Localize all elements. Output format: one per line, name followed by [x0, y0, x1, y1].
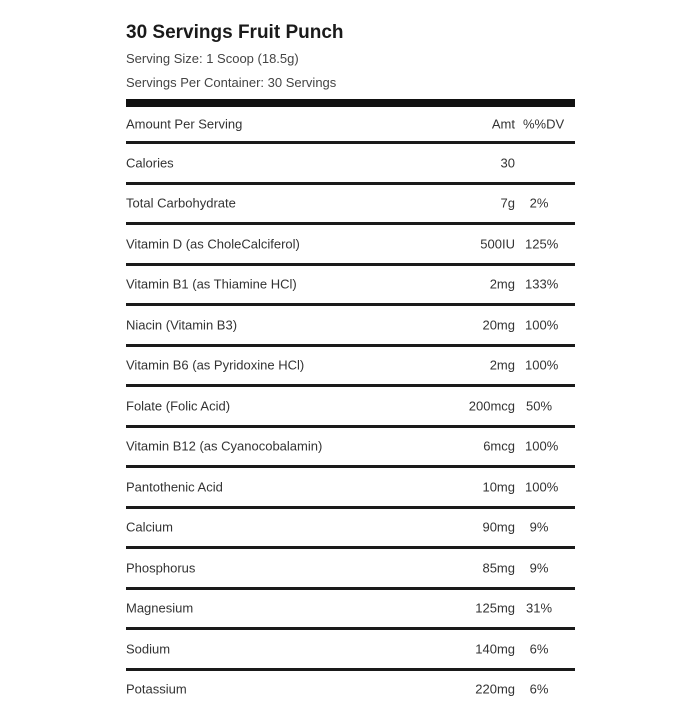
header-amount-per-serving: Amount Per Serving — [126, 117, 242, 132]
nutrient-daily-value: 100% — [525, 439, 553, 454]
serving-size: Serving Size: 1 Scoop (18.5g) — [126, 47, 575, 71]
nutrient-daily-value: 2% — [525, 196, 553, 211]
nutrient-amount: 30 — [501, 155, 515, 170]
nutrient-amount: 2mg — [490, 277, 515, 292]
nutrient-daily-value: 100% — [525, 479, 553, 494]
nutrient-daily-value: 125% — [525, 236, 553, 251]
nutrient-daily-value: 100% — [525, 317, 553, 332]
thick-divider — [126, 99, 575, 107]
nutrient-daily-value: 100% — [525, 358, 553, 373]
nutrient-name: Pantothenic Acid — [126, 479, 223, 494]
table-row — [126, 590, 575, 631]
nutrient-name: Magnesium — [126, 601, 193, 616]
table-row — [126, 549, 575, 590]
nutrient-name: Potassium — [126, 682, 187, 697]
table-row — [126, 225, 575, 266]
nutrient-amount: 6mcg — [483, 439, 515, 454]
nutrient-amount: 200mcg — [469, 398, 515, 413]
nutrient-amount: 10mg — [482, 479, 515, 494]
table-row — [126, 468, 575, 509]
nutrient-amount: 2mg — [490, 358, 515, 373]
nutrient-name: Sodium — [126, 641, 170, 656]
nutrient-daily-value: 9% — [525, 520, 553, 535]
nutrient-name: Vitamin B6 (as Pyridoxine HCl) — [126, 358, 304, 373]
header-dv: %%DV — [523, 117, 567, 132]
nutrient-daily-value: 31% — [525, 601, 553, 616]
table-row — [126, 630, 575, 671]
nutrient-daily-value: 9% — [525, 560, 553, 575]
table-row — [126, 428, 575, 469]
nutrient-name: Total Carbohydrate — [126, 196, 236, 211]
table-row — [126, 266, 575, 307]
nutrient-name: Calcium — [126, 520, 173, 535]
nutrient-daily-value: 6% — [525, 641, 553, 656]
table-row — [126, 185, 575, 226]
nutrient-amount: 7g — [501, 196, 515, 211]
product-title: 30 Servings Fruit Punch — [126, 20, 575, 46]
nutrient-name: Vitamin B1 (as Thiamine HCl) — [126, 277, 297, 292]
nutrient-amount: 125mg — [475, 601, 515, 616]
servings-per-container: Servings Per Container: 30 Servings — [126, 71, 575, 95]
nutrient-name: Niacin (Vitamin B3) — [126, 317, 237, 332]
header-amt: Amt — [492, 117, 515, 132]
nutrient-table — [126, 144, 575, 708]
nutrient-name: Calories — [126, 155, 174, 170]
nutrient-amount: 20mg — [482, 317, 515, 332]
table-row — [126, 509, 575, 550]
nutrient-amount: 85mg — [482, 560, 515, 575]
nutrient-name: Vitamin B12 (as Cyanocobalamin) — [126, 439, 322, 454]
nutrient-daily-value: 6% — [525, 682, 553, 697]
nutrient-amount: 90mg — [482, 520, 515, 535]
nutrient-name: Folate (Folic Acid) — [126, 398, 230, 413]
nutrient-amount: 500IU — [480, 236, 515, 251]
nutrient-name: Vitamin D (as CholeCalciferol) — [126, 236, 300, 251]
table-row — [126, 144, 575, 185]
table-row — [126, 347, 575, 388]
table-header — [126, 107, 575, 144]
table-row — [126, 387, 575, 428]
nutrient-daily-value: 50% — [525, 398, 553, 413]
table-row — [126, 306, 575, 347]
nutrient-amount: 220mg — [475, 682, 515, 697]
nutrient-amount: 140mg — [475, 641, 515, 656]
supplement-facts-panel — [126, 20, 575, 708]
nutrient-daily-value: 133% — [525, 277, 553, 292]
nutrient-name: Phosphorus — [126, 560, 195, 575]
table-row — [126, 671, 575, 708]
